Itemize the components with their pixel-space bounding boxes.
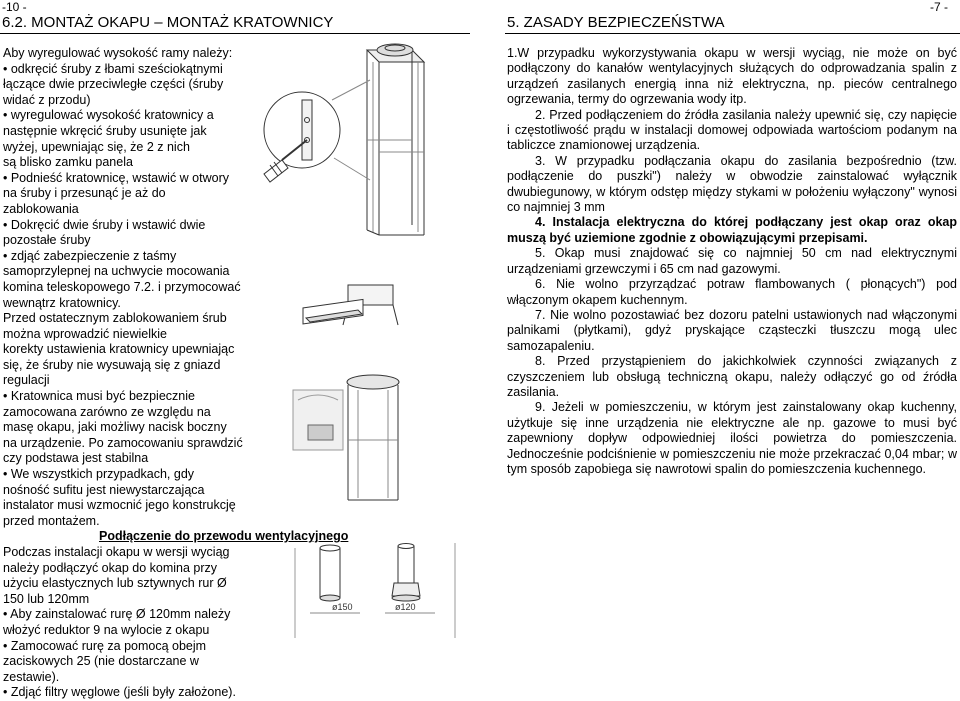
header-rule-left: [0, 33, 470, 34]
safety-item-5: 5. Okap musi znajdować się co najmniej 50 cm nad elektrycznymi urządzeniami grzewczymi i 65 cm nad gazowymi.: [507, 246, 957, 276]
text-line: zamocowana zarówno ze względu na: [3, 404, 211, 419]
text-line: • Podnieść kratownicę, wstawić w otwory: [3, 170, 229, 185]
text-line: 150 lub 120mm: [3, 591, 90, 606]
right-column-text: [507, 46, 957, 477]
safety-item-6: 6. Nie wolno przyrządzać potraw flambowanych ( płonących") pod włączonym okapem kuchennym.: [507, 277, 957, 307]
safety-item-4: 4. Instalacja elektryczna do której podłączany jest okap oraz okap muszą być uziemione zgodnie z obowiązującymi przepisami.: [507, 215, 957, 245]
text-line: zestawie).: [3, 669, 60, 684]
text-line: regulacji: [3, 373, 50, 388]
text-line: pozostałe śruby: [3, 233, 91, 248]
text-line: wyżej, upewniając się, że 2 z nich: [3, 139, 190, 154]
text-line: zablokowania: [3, 201, 79, 216]
safety-item-8: 8. Przed przystąpieniem do jakichkolwiek czynności związanych z czyszczeniem lub obsługą techniczną okapu, należy odłączyć go od źródła zasilania.: [507, 354, 957, 399]
text-line: samoprzylepnej na uchwycie mocowania: [3, 264, 230, 279]
text-line: komina teleskopowego 7.2. i przymocować: [3, 279, 241, 294]
text-line: • Zamocować rurę za pomocą obejm: [3, 638, 207, 653]
text-line: użyciu elastycznych lub sztywnych rur Ø: [3, 576, 227, 591]
text-line: • We wszystkich przypadkach, gdy: [3, 467, 195, 482]
section-title-right: 5. ZASADY BEZPIECZEŃSTWA: [507, 14, 725, 31]
duct-heading: Podłączenie do przewodu wentylacyjnego: [99, 529, 349, 544]
diameter-label-120: ø120: [395, 602, 416, 612]
text-line: należy podłączyć okap do komina przy: [3, 560, 218, 575]
header-rule-right: [505, 33, 960, 34]
text-line: przed montażem.: [3, 513, 100, 528]
text-line: zaciskowych 25 (nie dostarczane w: [3, 654, 199, 669]
safety-item-7: 7. Nie wolno pozostawiać bez dozoru patelni ustawionych nad włączonymi palnikami (płytkami), gdyż pryskające cząsteczki tłuszczu mogą ulec samozapaleniu.: [507, 307, 957, 353]
text-line: • Dokręcić dwie śruby i wstawić dwie: [3, 217, 206, 232]
safety-item-9: 9. Jeżeli w pomieszczeniu, w którym jest zainstalowany okap kuchenny, użytkuje się inne urządzenia nie elektryczne ale np. gazowe to musi być zapewniony dopływ odpowiedniej ilości powietrza do pomieszczenia. Jednocześnie podciśnienie w pomieszczeniu nie może przekraczać 0,04 mbar; w tym sposób zapobiega się nawrotowi spalin do pomieszczenia kuchennego.: [507, 400, 957, 476]
duct-connection-figure: [290, 528, 465, 648]
text-line: • zdjąć zabezpieczenie z taśmy: [3, 248, 177, 263]
text-line: korekty ustawienia kratownicy upewniając: [3, 342, 235, 357]
text-line: • odkręcić śruby z łbami sześciokątnymi: [3, 61, 223, 76]
text-line: Przed ostatecznym zablokowaniem śrub: [3, 311, 227, 326]
diameter-label-150: ø150: [332, 602, 353, 612]
page-number-left: -10 -: [2, 0, 27, 14]
text-line: • Aby zainstalować rurę Ø 120mm należy: [3, 607, 231, 622]
page-number-right: -7 -: [930, 0, 948, 14]
text-line: się, że śruby nie wysuwają się z gniazd: [3, 357, 221, 372]
safety-item-3: 3. W przypadku podłączania okapu do zasilania bezpośrednio (tzw. podłączenie do puszki") należy w obwodzie zainstalować wyłącznik dwubiegunowy, w którym odstęp między stykami w położeniu wyłączony" wynosi co najmniej 3 mm: [507, 153, 957, 215]
text-line: • Zdjąć filtry węglowe (jeśli były założone).: [3, 685, 236, 700]
text-line: Aby wyregulować wysokość ramy należy:: [3, 46, 233, 60]
text-line: można wprowadzić niewielkie: [3, 326, 167, 341]
text-line: widać z przodu): [3, 92, 91, 107]
text-line: Podczas instalacji okapu w wersji wyciąg: [3, 545, 230, 559]
text-line: nośność sufitu jest niewystarczająca: [3, 482, 205, 497]
text-line: łączące dwie przeciwległe części (śruby: [3, 77, 224, 92]
text-line: czy podstawa jest stabilna: [3, 451, 149, 466]
text-line: masę okapu, jaki możliwy nacisk boczny: [3, 420, 227, 435]
text-line: następnie wkręcić śruby usunięte jak: [3, 123, 207, 138]
section-title-left: 6.2. MONTAŻ OKAPU – MONTAŻ KRATOWNICY: [2, 14, 334, 31]
text-line: włożyć reduktor 9 na wylocie z okapu: [3, 622, 210, 637]
text-line: na urządzenie. Po zamocowaniu sprawdzić: [3, 435, 243, 450]
text-line: instalator musi wzmocnić jego konstrukcję: [3, 498, 236, 513]
safety-item-2: 2. Przed podłączeniem do źródła zasilania należy upewnić się, czy napięcie i częstotliwość prądu w instalacji domowej odpowiada wartościom podanym na tabliczce znamionowej urządzenia.: [507, 107, 957, 153]
text-line: są blisko zamku panela: [3, 155, 133, 170]
frame-adjustment-figure: [262, 40, 452, 240]
safety-item-1: 1.W przypadku wykorzystywania okapu w wersji wyciąg, nie może on być podłączony do kanałów wentylacyjnych służących do odprowadzania spalin z urządzeń zasilanych energią inna niż elektryczna, np. pieców centralnego ogrzewania, termy do ogrzewania wody itp.: [507, 46, 957, 107]
text-line: • Kratownica musi być bezpiecznie: [3, 389, 195, 404]
chimney-bracket-figure: [288, 280, 458, 510]
text-line: • wyregulować wysokość kratownicy a: [3, 108, 214, 123]
text-line: na śruby i przesunąć je aż do: [3, 186, 166, 201]
text-line: wewnątrz kratownicy.: [3, 295, 121, 310]
